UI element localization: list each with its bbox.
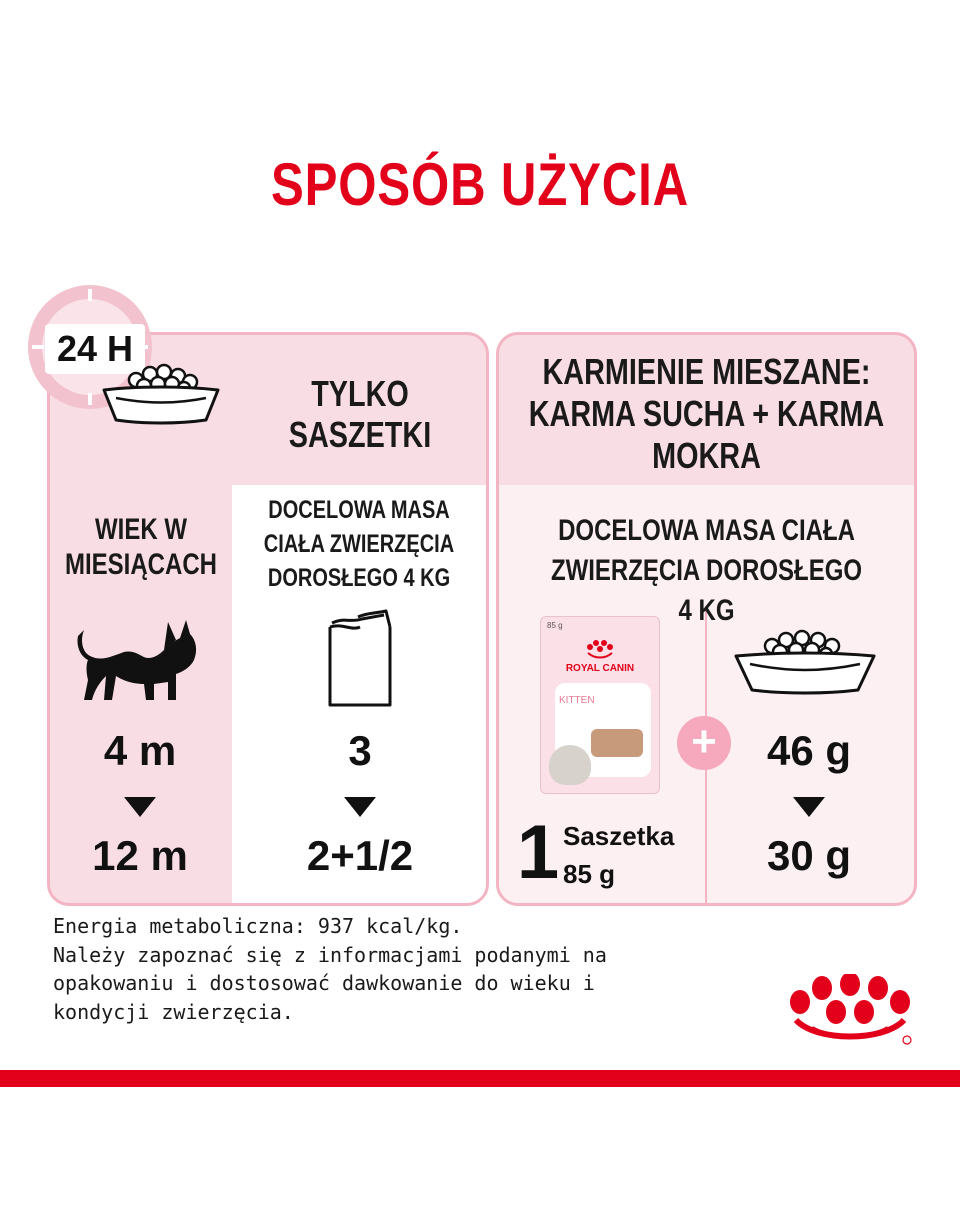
dry-food-arrow-down-icon	[793, 797, 825, 817]
plus-icon: +	[677, 716, 731, 770]
pouch-brand: ROYAL CANIN	[565, 663, 635, 674]
food-bowl-icon	[730, 626, 880, 696]
only-sachets-header: TYLKO SASZETKI	[288, 373, 432, 456]
age-end-value: 12 m	[92, 832, 188, 879]
footer-line-3: opakowaniu i dostosować dawkowanie do wieku i	[53, 971, 595, 995]
sachets-end-value: 2+1/2	[306, 832, 414, 879]
royal-canin-crown-logo	[585, 639, 615, 661]
sachets-arrow-down-icon	[344, 797, 376, 817]
pouch-product: KITTEN	[559, 695, 595, 706]
footer-line-2: Należy zapoznać się z informacjami podanymi na	[53, 942, 607, 967]
target-weight-label: DOCELOWA MASA CIAŁA ZWIERZĘCIA DOROSŁEGO 4 KG	[263, 496, 455, 592]
dry-food-end-value: 30 g	[766, 832, 852, 879]
age-label: WIEK W MIESIĄCACH	[65, 513, 218, 581]
kitten-silhouette-icon	[72, 610, 202, 705]
sachet-weight: 85 g	[563, 859, 616, 889]
page-title: SPOSÓB UŻYCIA	[271, 151, 689, 218]
target-weight-label-right: DOCELOWA MASA CIAŁA ZWIERZĘCIA DOROSŁEGO 4 KG	[550, 514, 863, 627]
brand-bar	[0, 1070, 960, 1087]
kitten-photo	[549, 745, 591, 785]
pate-photo	[591, 729, 643, 757]
age-start-value: 4 m	[103, 727, 177, 774]
food-bowl-icon	[98, 358, 224, 428]
royal-canin-crown-logo	[786, 974, 916, 1050]
sachets-start-value: 3	[348, 727, 372, 774]
age-arrow-down-icon	[124, 797, 156, 817]
footer-line-4: kondycji zwierzęcia.	[53, 999, 294, 1024]
kitten-pouch-image	[540, 616, 660, 794]
dry-food-start-value: 46 g	[766, 727, 852, 774]
mixed-feeding-header: KARMIENIE MIESZANE: KARMA SUCHA + KARMA MOKRA	[528, 351, 885, 477]
clock-label: 24 H	[45, 324, 145, 374]
pouch-weight: 85 g	[547, 621, 563, 630]
sachet-word: Saszetka	[563, 821, 675, 851]
sachet-count: 1	[516, 810, 560, 895]
footer-note	[53, 912, 693, 1026]
pouch-outline-icon	[322, 605, 398, 711]
footer-line-1: Energia metaboliczna: 937 kcal/kg.	[53, 914, 463, 938]
